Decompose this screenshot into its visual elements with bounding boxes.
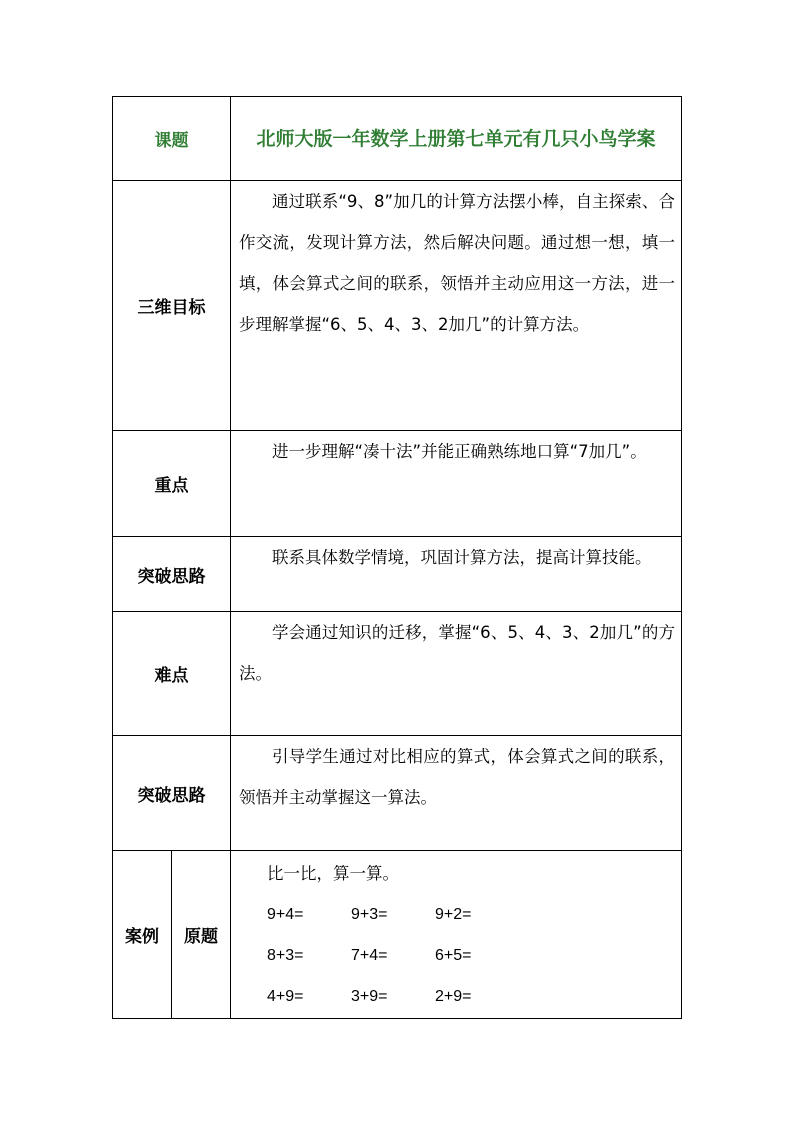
- equation: 3+9=: [351, 988, 388, 1005]
- approach-cell-1: [231, 537, 682, 612]
- equation: 6+5=: [435, 947, 472, 964]
- lesson-title: 北师大版一年数学上册第七单元有几只小鸟学案: [231, 97, 682, 181]
- approach-row-2: [113, 736, 682, 851]
- case-label: 案例: [113, 851, 172, 1019]
- approach-row-1: [113, 537, 682, 612]
- key-point-text: 进一步理解“凑十法”并能正确熟练地口算“7加几”。: [272, 442, 647, 461]
- difficulty-text: 学会通过知识的迁移，掌握“6、5、4、3、2加几”的方法。: [239, 623, 675, 683]
- equation: 7+4=: [351, 947, 388, 964]
- equation: 9+3=: [351, 906, 388, 923]
- case-row: [113, 851, 682, 1019]
- key-point-cell: [231, 431, 682, 537]
- equation: 2+9=: [435, 988, 472, 1005]
- title-label: 课题: [113, 97, 231, 181]
- approach-label-2: 突破思路: [113, 736, 231, 851]
- case-intro: 比一比，算一算。: [267, 864, 399, 883]
- difficulty-cell: [231, 612, 682, 736]
- objectives-cell: [231, 181, 682, 431]
- approach-label-1: 突破思路: [113, 537, 231, 612]
- case-cell: [231, 851, 682, 1019]
- equation-row: [231, 894, 681, 935]
- original-problem-label: 原题: [172, 851, 231, 1019]
- approach-text-1: 联系具体数学情境，巩固计算方法，提高计算技能。: [272, 548, 652, 567]
- approach-text-2: 引导学生通过对比相应的算式，体会算式之间的联系，领悟并主动掌握这一算法。: [239, 747, 675, 807]
- equation: 9+2=: [435, 906, 472, 923]
- objectives-label: 三维目标: [113, 181, 231, 431]
- equation-row: [231, 976, 681, 1017]
- key-point-label: 重点: [113, 431, 231, 537]
- difficulty-label: 难点: [113, 612, 231, 736]
- objectives-row: [113, 181, 682, 431]
- lesson-plan-table: [112, 96, 682, 1019]
- title-row: [113, 97, 682, 181]
- equation: 4+9=: [267, 988, 304, 1005]
- equation: 9+4=: [267, 906, 304, 923]
- objectives-text: 通过联系“9、8”加几的计算方法摆小棒，自主探索、合作交流，发现计算方法，然后解决问题。通过想一想，填一填，体会算式之间的联系，领悟并主动应用这一方法，进一步理解掌握“6、5、4、3、2加几”的计算方法。: [239, 192, 675, 334]
- approach-cell-2: [231, 736, 682, 851]
- difficulty-row: [113, 612, 682, 736]
- equation-row: [231, 935, 681, 976]
- equation: 8+3=: [267, 947, 304, 964]
- key-point-row: [113, 431, 682, 537]
